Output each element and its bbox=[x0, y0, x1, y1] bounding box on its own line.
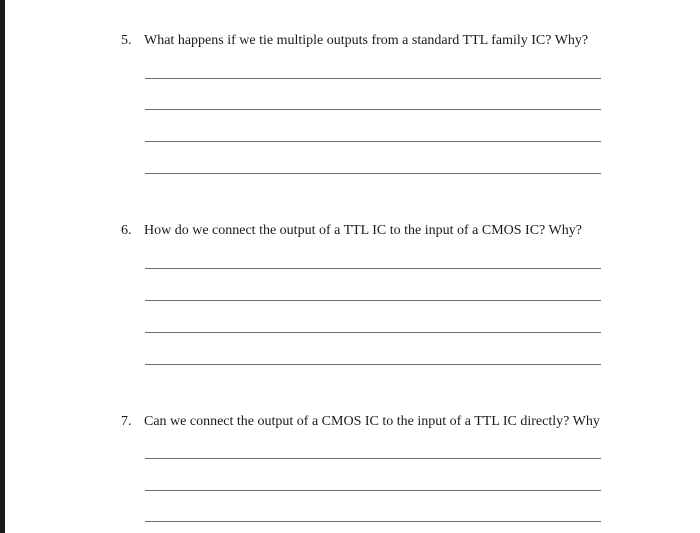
page-left-edge bbox=[0, 0, 5, 533]
question-7-text: Can we connect the output of a CMOS IC to the input of a TTL IC directly? Why bbox=[144, 414, 600, 429]
question-7-answer-line-3[interactable] bbox=[145, 521, 601, 522]
question-6-answer-line-1[interactable] bbox=[145, 268, 601, 269]
question-6-number: 6. bbox=[121, 223, 132, 238]
question-6-answer-line-3[interactable] bbox=[145, 332, 601, 333]
question-6-answer-line-4[interactable] bbox=[145, 364, 601, 365]
question-6-answer-line-2[interactable] bbox=[145, 300, 601, 301]
question-5-prompt bbox=[121, 32, 621, 50]
question-7 bbox=[121, 413, 621, 431]
question-5-answer-line-1[interactable] bbox=[145, 78, 601, 79]
question-6 bbox=[121, 222, 621, 240]
question-7-number: 7. bbox=[121, 414, 132, 429]
question-5-answer-line-4[interactable] bbox=[145, 173, 601, 174]
question-6-prompt bbox=[121, 222, 621, 240]
question-5-answer-line-3[interactable] bbox=[145, 141, 601, 142]
question-5-text: What happens if we tie multiple outputs from a standard TTL family IC? Why? bbox=[144, 33, 589, 48]
question-7-prompt bbox=[121, 413, 621, 431]
question-5 bbox=[121, 32, 621, 50]
question-5-answer-line-2[interactable] bbox=[145, 109, 601, 110]
question-7-answer-line-1[interactable] bbox=[145, 458, 601, 459]
question-6-text: How do we connect the output of a TTL IC to the input of a CMOS IC? Why? bbox=[144, 223, 582, 238]
question-7-answer-line-2[interactable] bbox=[145, 490, 601, 491]
question-5-number: 5. bbox=[121, 33, 132, 48]
